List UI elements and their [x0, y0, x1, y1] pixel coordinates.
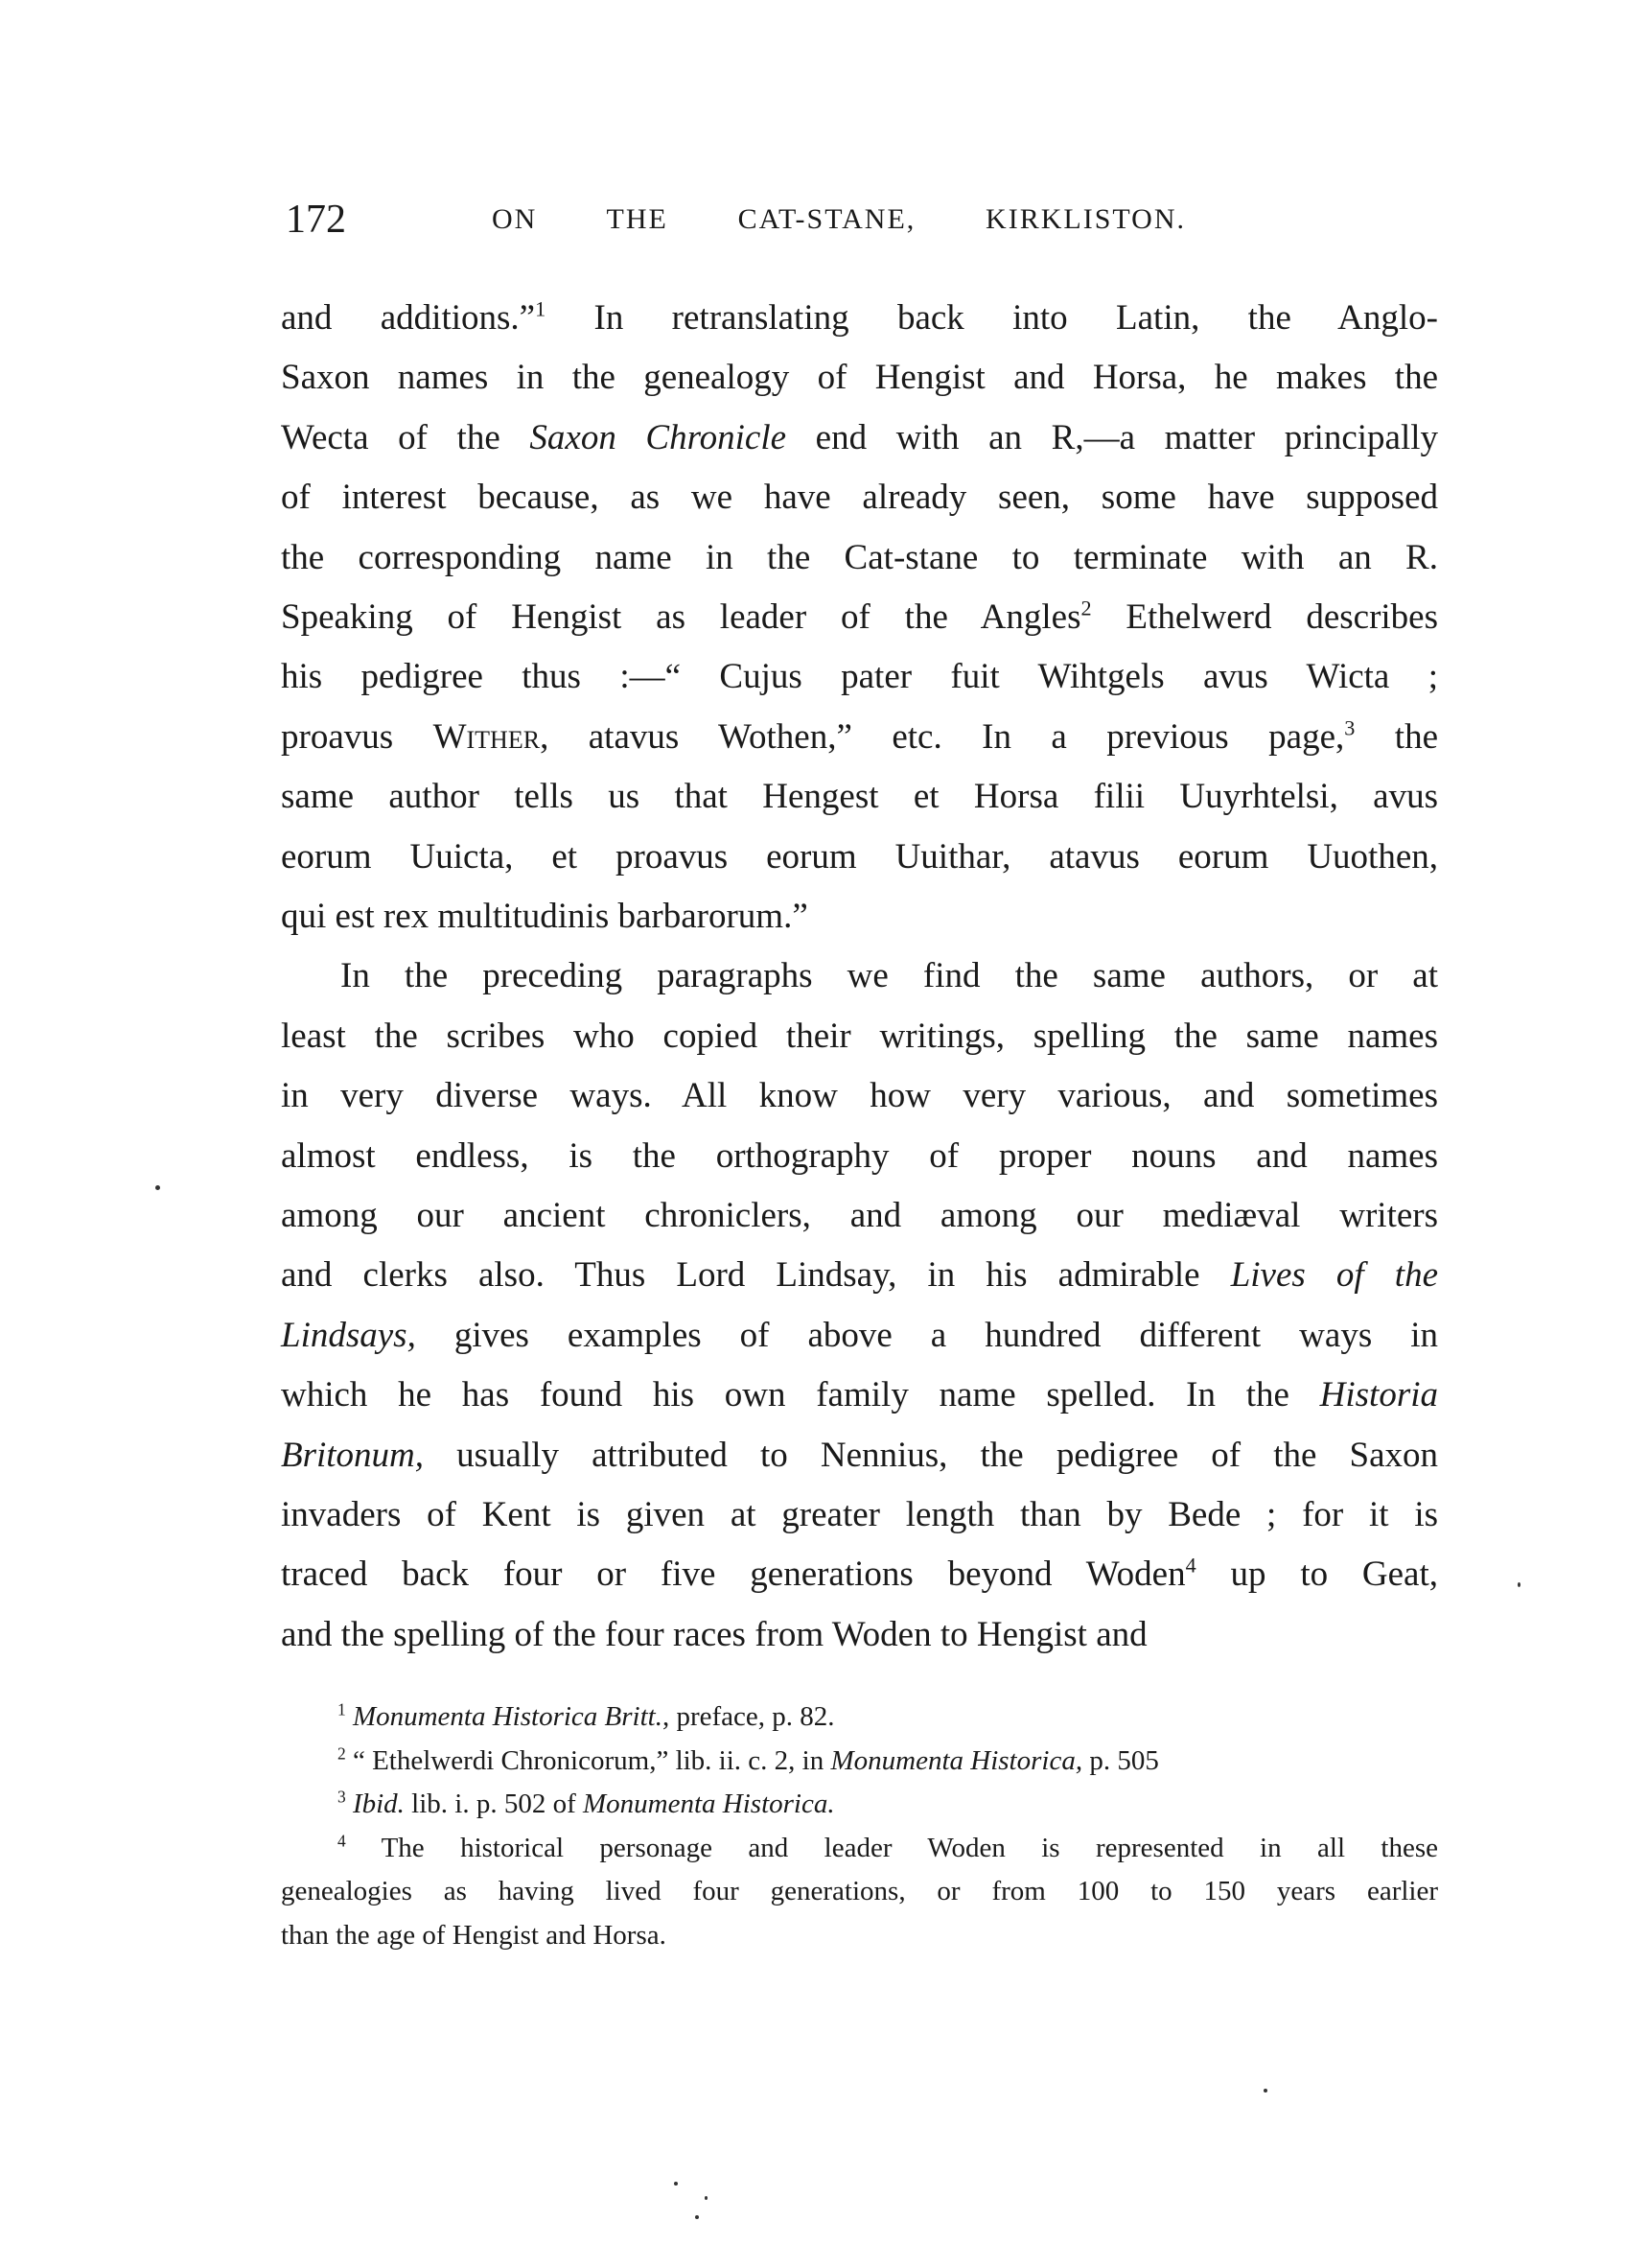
- text-span: least the scribes who copied their writings, spelling the same names: [281, 1016, 1438, 1056]
- text-span: invaders of Kent is given at greater length than by Bede ; for it is: [281, 1495, 1438, 1534]
- scan-speck: [1264, 2089, 1267, 2093]
- text-span: The historical personage and leader Woden is represented in all these: [345, 1832, 1438, 1863]
- text-line: [281, 1186, 1438, 1246]
- text-line: [281, 528, 1438, 588]
- footnote-marker: 4: [1185, 1554, 1196, 1578]
- scan-speck: [155, 1185, 160, 1190]
- text-line: [281, 468, 1438, 527]
- text-span: [346, 1789, 353, 1819]
- italic-text: Monumenta Historica.: [583, 1789, 835, 1820]
- footnote-line: [281, 1914, 1438, 1956]
- text-span: in very diverse ways. All know how very various, and sometimes: [281, 1076, 1438, 1116]
- text-span: gives examples of above a hundred different ways in: [415, 1315, 1438, 1355]
- footnote-line: [337, 1827, 1438, 1869]
- text-line: [281, 1485, 1438, 1545]
- italic-text: Ibid.: [352, 1789, 405, 1820]
- page-number: 172: [286, 198, 346, 242]
- text-span: of interest because, as we have already seen, some have supposed: [281, 478, 1438, 518]
- scan-speck: [695, 2215, 699, 2219]
- scan-speck: [1518, 1582, 1520, 1587]
- text-span: proavus: [281, 716, 433, 757]
- text-span: traced back four or five generations beyond Woden: [281, 1555, 1186, 1595]
- footnote-marker: 3: [337, 1787, 346, 1807]
- text-line: [281, 1066, 1438, 1126]
- text-span: , atavus Wothen,” etc. In a previous page,: [540, 716, 1345, 757]
- text-span: almost endless, is the orthography of proper nouns and names: [281, 1135, 1438, 1176]
- footnote-marker: 1: [337, 1699, 346, 1719]
- text-line: [281, 1605, 1438, 1665]
- text-span: , preface, p. 82.: [662, 1701, 835, 1732]
- scan-speck: [705, 2196, 708, 2200]
- text-span: usually attributed to Nennius, the pedigree of the Saxon: [424, 1435, 1438, 1475]
- text-span: Wecta of the: [281, 417, 530, 457]
- text-span: the: [1355, 716, 1438, 757]
- footnote-marker: 3: [1344, 715, 1356, 740]
- text-span: “ Ethelwerdi Chronicorum,” lib. ii. c. 2, in: [345, 1744, 831, 1776]
- text-span: p. 505: [1082, 1744, 1159, 1776]
- running-title: ON THE CAT-STANE, KIRKLISTON.: [492, 203, 1186, 235]
- text-span: eorum Uuicta, et proavus eorum Uuithar, atavus eorum Uuothen,: [281, 836, 1438, 877]
- text-span: qui est rex multitudinis barbarorum.”: [281, 897, 808, 936]
- text-line: [281, 1545, 1438, 1604]
- text-line: [281, 1127, 1438, 1186]
- text-line: [281, 1426, 1438, 1485]
- text-span: up to Geat,: [1195, 1555, 1439, 1595]
- text-span: [346, 1701, 353, 1732]
- text-span: and additions.”: [281, 298, 536, 338]
- text-span: than the age of Hengist and Horsa.: [281, 1920, 666, 1951]
- text-span: Saxon names in the genealogy of Hengist and Horsa, he makes the: [281, 358, 1438, 398]
- text-span: In retranslating back into Latin, the Anglo-: [545, 298, 1438, 338]
- italic-text: Lives of the: [1230, 1255, 1438, 1296]
- text-line: [281, 409, 1438, 468]
- footnote-marker: 2: [1080, 596, 1092, 620]
- text-span: and the spelling of the four races from Woden to Hengist and: [281, 1614, 1148, 1654]
- text-line: [281, 828, 1438, 887]
- text-span: In the preceding paragraphs we find the same authors, or at: [340, 956, 1438, 996]
- footnote-marker: 4: [337, 1831, 346, 1851]
- text-span: among our ancient chroniclers, and among our mediæval writers: [281, 1196, 1438, 1235]
- text-line: [281, 289, 1438, 348]
- italic-text: Monumenta Historica Britt.: [352, 1701, 662, 1732]
- footnote-marker: 2: [337, 1743, 346, 1764]
- text-span: Wither: [432, 716, 541, 757]
- footnote-line: [337, 1740, 1438, 1782]
- footnote-marker: 1: [535, 296, 546, 321]
- text-line: [281, 1246, 1438, 1305]
- text-span: Speaking of Hengist as leader of the Angles: [281, 597, 1081, 637]
- text-span: genealogies as having lived four generations, or from 100 to 150 years earlier: [281, 1876, 1438, 1907]
- text-span: his pedigree thus :—“ Cujus pater fuit Wihtgels avus Wicta ;: [281, 657, 1438, 697]
- text-line: [281, 647, 1438, 707]
- text-line: [281, 588, 1438, 647]
- footnote-line: [281, 1870, 1438, 1912]
- text-span: which he has found his own family name spelled. In the: [281, 1375, 1320, 1415]
- text-span: Ethelwerd describes: [1091, 597, 1438, 637]
- italic-text: Britonum,: [281, 1435, 425, 1475]
- scan-speck: [674, 2182, 678, 2186]
- text-line: [340, 947, 1438, 1006]
- text-line: [281, 348, 1438, 408]
- text-span: the corresponding name in the Cat-stane to terminate with an R.: [281, 537, 1438, 577]
- text-line: [281, 887, 1438, 947]
- text-line: [281, 1366, 1438, 1425]
- text-line: [281, 1306, 1438, 1366]
- italic-text: Lindsays,: [281, 1315, 416, 1355]
- italic-text: Monumenta Historica,: [830, 1744, 1083, 1776]
- italic-text: Saxon Chronicle: [529, 417, 787, 457]
- text-line: [281, 708, 1438, 767]
- footnote-line: [337, 1783, 1438, 1825]
- footnote-line: [337, 1695, 1438, 1738]
- text-span: end with an R,—a matter principally: [786, 417, 1439, 457]
- text-span: same author tells us that Hengest et Horsa filii Uuyrhtelsi, avus: [281, 777, 1438, 817]
- text-span: and clerks also. Thus Lord Lindsay, in his admirable: [281, 1255, 1231, 1296]
- text-line: [281, 1007, 1438, 1066]
- italic-text: Historia: [1319, 1375, 1438, 1415]
- text-line: [281, 767, 1438, 827]
- text-span: lib. i. p. 502 of: [404, 1789, 584, 1820]
